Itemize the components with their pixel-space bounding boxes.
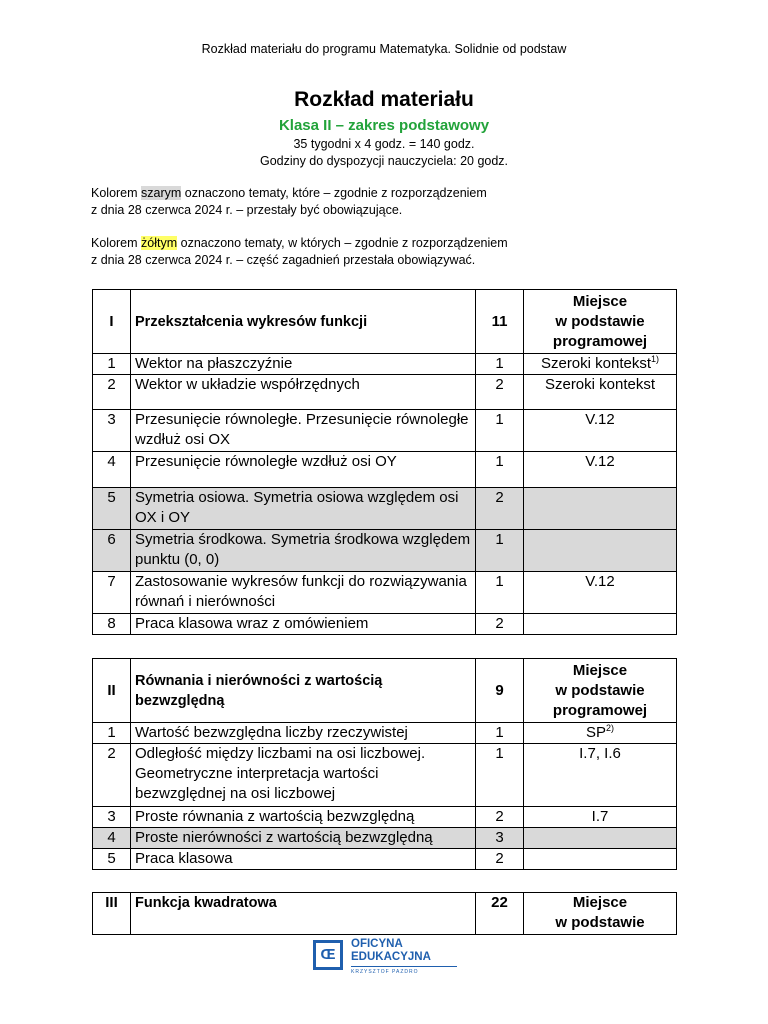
- section-title: Przekształcenia wykresów funkcji: [131, 290, 476, 354]
- place-header-line3: programowej: [552, 332, 648, 350]
- page-subtitle: Klasa II – zakres podstawowy: [278, 117, 490, 134]
- section-number: II: [93, 659, 131, 723]
- legend-gray-highlight: szarym: [141, 186, 182, 200]
- row-hours: 1: [476, 530, 524, 572]
- publisher-logo: [313, 938, 463, 980]
- section-header-row: [93, 290, 677, 354]
- row-topic: Przesunięcie równoległe wzdłuż osi OY: [131, 452, 476, 488]
- row-hours: 1: [476, 572, 524, 614]
- logo-mark-icon: Œ: [313, 940, 343, 970]
- row-place: I.7: [524, 807, 677, 828]
- row-place: [524, 723, 677, 744]
- row-topic: Symetria środkowa. Symetria środkowa względem punktu (0, 0): [131, 530, 476, 572]
- row-place: V.12: [524, 410, 677, 452]
- legend-gray-line2: z dnia 28 czerwca 2024 r. – przestały być obowiązujące.: [91, 203, 403, 217]
- table-row: [93, 614, 677, 635]
- row-topic: Przesunięcie równoległe. Przesunięcie równoległe wzdłuż osi OX: [131, 410, 476, 452]
- table-row: [93, 488, 677, 530]
- place-header-line1: Miejsce: [572, 661, 628, 679]
- table-row: [93, 354, 677, 375]
- place-header: [524, 659, 677, 723]
- place-header-line1: Miejsce: [572, 894, 628, 911]
- row-hours: 1: [476, 354, 524, 375]
- row-number: 3: [93, 807, 131, 828]
- legend-yellow: [91, 235, 691, 269]
- logo-line1: OFICYNA: [351, 938, 403, 950]
- row-place: [524, 530, 677, 572]
- row-hours: 1: [476, 410, 524, 452]
- row-topic: Proste nierówności z wartością bezwzględną: [131, 828, 476, 849]
- row-topic: Odległość między liczbami na osi liczbowej. Geometryczne interpretacja wartości bezwzględnej na osi liczbowej: [131, 744, 476, 807]
- logo-line2: EDUKACYJNA: [351, 951, 431, 963]
- table-row: [93, 572, 677, 614]
- footnote-ref: 1): [651, 354, 660, 364]
- legend-yellow-highlight: żółtym: [141, 236, 178, 250]
- row-hours: 1: [476, 723, 524, 744]
- place-header-line2: w podstawie: [555, 681, 645, 699]
- row-topic: Wartość bezwzględna liczby rzeczywistej: [131, 723, 476, 744]
- row-place: V.12: [524, 572, 677, 614]
- section-table-1: [92, 289, 677, 635]
- row-place: [524, 354, 677, 375]
- row-place-text: SP: [585, 724, 606, 741]
- row-place: I.7, I.6: [524, 744, 677, 807]
- page-title: Rozkład materiału: [294, 88, 474, 111]
- row-topic: Wektor na płaszczyźnie: [131, 354, 476, 375]
- place-header-line3: programowej: [552, 701, 648, 719]
- row-hours: 2: [476, 807, 524, 828]
- row-hours: 2: [476, 849, 524, 870]
- row-number: 7: [93, 572, 131, 614]
- legend-yellow-line2: z dnia 28 czerwca 2024 r. – część zagadnień przestała obowiązywać.: [91, 253, 476, 267]
- row-number: 1: [93, 354, 131, 375]
- row-number: 2: [93, 744, 131, 807]
- hours-summary: 35 tygodni x 4 godz. = 140 godz.: [293, 137, 475, 151]
- row-number: 1: [93, 723, 131, 744]
- row-number: 5: [93, 849, 131, 870]
- section-number: III: [93, 893, 131, 935]
- row-place: [524, 488, 677, 530]
- legend-gray-before: Kolorem: [91, 186, 142, 200]
- row-place: [524, 614, 677, 635]
- section-number: I: [93, 290, 131, 354]
- row-topic: Praca klasowa: [131, 849, 476, 870]
- row-number: 6: [93, 530, 131, 572]
- row-number: 5: [93, 488, 131, 530]
- row-place: Szeroki kontekst: [524, 375, 677, 410]
- row-hours: 2: [476, 614, 524, 635]
- row-place-text: Szeroki kontekst: [540, 355, 652, 372]
- logo-wordmark: [351, 938, 431, 964]
- row-hours: 1: [476, 744, 524, 807]
- legend-yellow-before: Kolorem: [91, 236, 142, 250]
- running-header: Rozkład materiału do programu Matematyka. Solidnie od podstaw: [201, 42, 567, 56]
- legend-yellow-after: oznaczono tematy, w których – zgodnie z rozporządzeniem: [177, 236, 508, 250]
- section-title: Równania i nierówności z wartością bezwzględną: [131, 659, 476, 723]
- row-number: 2: [93, 375, 131, 410]
- row-number: 3: [93, 410, 131, 452]
- row-number: 4: [93, 828, 131, 849]
- legend-gray: [91, 185, 691, 219]
- row-hours: 1: [476, 452, 524, 488]
- row-place: [524, 849, 677, 870]
- row-topic: Praca klasowa wraz z omówieniem: [131, 614, 476, 635]
- section-header-row: [93, 893, 677, 935]
- row-place: [524, 828, 677, 849]
- logo-divider: [351, 966, 457, 967]
- row-hours: 2: [476, 488, 524, 530]
- row-topic: Zastosowanie wykresów funkcji do rozwiązywania równań i nierówności: [131, 572, 476, 614]
- place-header: [524, 290, 677, 354]
- table-row: [93, 530, 677, 572]
- place-header-line2: w podstawie: [555, 914, 645, 931]
- table-row: [93, 375, 677, 410]
- teacher-hours: Godziny do dyspozycji nauczyciela: 20 godz.: [259, 154, 509, 168]
- row-topic: Proste równania z wartością bezwzględną: [131, 807, 476, 828]
- footnote-ref: 2): [606, 723, 615, 733]
- table-row: [93, 849, 677, 870]
- row-topic: Wektor w układzie współrzędnych: [131, 375, 476, 410]
- place-header: [524, 893, 677, 935]
- section-table-2: [92, 658, 677, 870]
- legend-gray-after: oznaczono tematy, które – zgodnie z rozporządzeniem: [181, 186, 487, 200]
- section-hours: 11: [476, 290, 524, 354]
- place-header-line2: w podstawie: [555, 312, 645, 330]
- row-place: V.12: [524, 452, 677, 488]
- table-row: [93, 828, 677, 849]
- section-hours: 22: [476, 893, 524, 935]
- table-row: [93, 410, 677, 452]
- table-row: [93, 452, 677, 488]
- row-hours: 2: [476, 375, 524, 410]
- section-hours: 9: [476, 659, 524, 723]
- logo-tagline: KRZYSZTOF PAZDRO: [351, 969, 419, 975]
- row-number: 4: [93, 452, 131, 488]
- table-row: [93, 807, 677, 828]
- row-hours: 3: [476, 828, 524, 849]
- row-number: 8: [93, 614, 131, 635]
- row-topic: Symetria osiowa. Symetria osiowa względem osi OX i OY: [131, 488, 476, 530]
- section-title: Funkcja kwadratowa: [131, 893, 476, 935]
- section-table-3: [92, 892, 677, 935]
- place-header-line1: Miejsce: [572, 292, 628, 310]
- table-row: [93, 744, 677, 807]
- section-header-row: [93, 659, 677, 723]
- table-row: [93, 723, 677, 744]
